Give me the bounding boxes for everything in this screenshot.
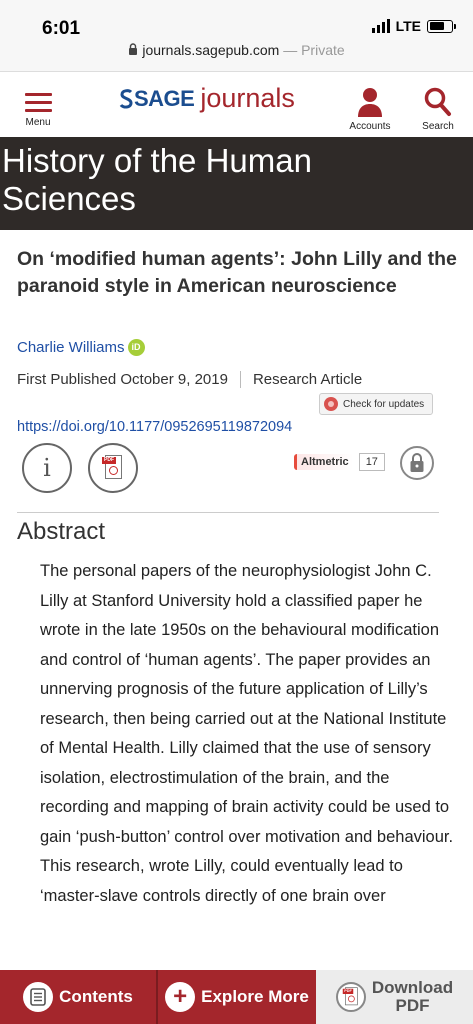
author[interactable]	[17, 339, 145, 356]
article-title: On ‘modified human agents’: John Lilly and the paranoid style in American neuroscience	[17, 248, 457, 297]
journal-title	[2, 142, 471, 218]
divider	[240, 371, 241, 388]
plus-icon: +	[165, 982, 195, 1012]
padlock-icon	[409, 453, 425, 473]
site-header	[0, 73, 473, 137]
abstract-text: The personal papers of the neurophysiologist John C. Lilly at Stanford University hold a classified paper he wrote in the late 1950s on the behavioural modification and control of ‘human agents’. The paper provides an unnerving prognosis of the future application of Lilly’s research, then being carried out at the National Institute of Mental Health. Lilly claimed that the use of sensory isolation, electrostimulation of the brain, and the recording and mapping of brain activity could be used to gain ‘push-button’ control over motivation and behaviour. This research, wrote Lilly, could eventually lead to ‘master-slave controls directly of one brain over	[40, 562, 454, 905]
explore-label: Explore More	[201, 987, 309, 1006]
contents-label: Contents	[59, 987, 133, 1006]
status-bar	[0, 0, 473, 42]
check-updates-label: Check for updates	[343, 398, 425, 410]
search-label: Search	[422, 121, 454, 132]
search-button[interactable]	[418, 87, 458, 132]
journal-title-line2: Sciences	[2, 180, 136, 217]
pdf-download-icon: PDF	[336, 982, 366, 1012]
pdf-button[interactable]	[88, 443, 138, 493]
accounts-label: Accounts	[349, 121, 391, 132]
explore-more-button[interactable]	[158, 970, 316, 1024]
altmetric-logo: Altmetric	[294, 454, 353, 470]
contents-button[interactable]	[0, 970, 158, 1024]
sage-journals-logo[interactable]	[118, 83, 295, 114]
altmetric-score: 17	[359, 453, 385, 471]
download-label	[372, 979, 453, 1015]
logo-brand: SAGE	[134, 85, 195, 111]
doi-link[interactable]: https://doi.org/10.1177/0952695119872094	[17, 419, 293, 435]
status-indicators	[372, 18, 453, 34]
pdf-icon: PDF	[102, 455, 124, 481]
crossmark-icon	[324, 397, 338, 411]
article-info-button[interactable]	[22, 443, 72, 493]
menu-label: Menu	[25, 117, 51, 128]
bottom-toolbar	[0, 970, 473, 1024]
article-type: Research Article	[252, 371, 363, 388]
battery-icon	[427, 20, 453, 33]
accounts-button[interactable]	[345, 87, 395, 132]
signal-icon	[372, 19, 390, 33]
user-icon	[357, 87, 383, 117]
published-date: First Published October 9, 2019	[17, 371, 228, 388]
sage-logo-icon	[118, 89, 134, 109]
orcid-icon[interactable]: iD	[128, 339, 145, 356]
search-icon	[424, 87, 452, 117]
url-separator: —	[279, 42, 302, 58]
info-icon: i	[43, 454, 51, 482]
clock: 6:01	[42, 18, 81, 39]
download-label-line2: PDF	[395, 996, 430, 1015]
private-label: Private	[301, 42, 345, 58]
logo-product: journals	[200, 83, 295, 113]
contents-icon	[23, 982, 53, 1012]
url-text: journals.sagepub.com	[142, 42, 280, 58]
network-type: LTE	[395, 18, 421, 34]
abstract-heading: Abstract	[17, 518, 106, 545]
journal-title-line1: History of the Human	[2, 142, 312, 179]
download-label-line1: Download	[371, 978, 454, 997]
author-name: Charlie Williams	[17, 339, 125, 356]
menu-icon	[22, 93, 54, 112]
section-divider	[17, 512, 439, 513]
address-bar[interactable]	[0, 42, 473, 72]
menu-button[interactable]	[22, 93, 54, 128]
publication-info	[17, 371, 362, 388]
check-for-updates-button[interactable]	[319, 393, 433, 415]
access-lock-button[interactable]	[400, 446, 434, 480]
download-pdf-button[interactable]	[316, 970, 473, 1024]
lock-icon	[128, 43, 138, 58]
journal-banner[interactable]	[0, 137, 473, 230]
altmetric-badge[interactable]	[294, 453, 385, 471]
